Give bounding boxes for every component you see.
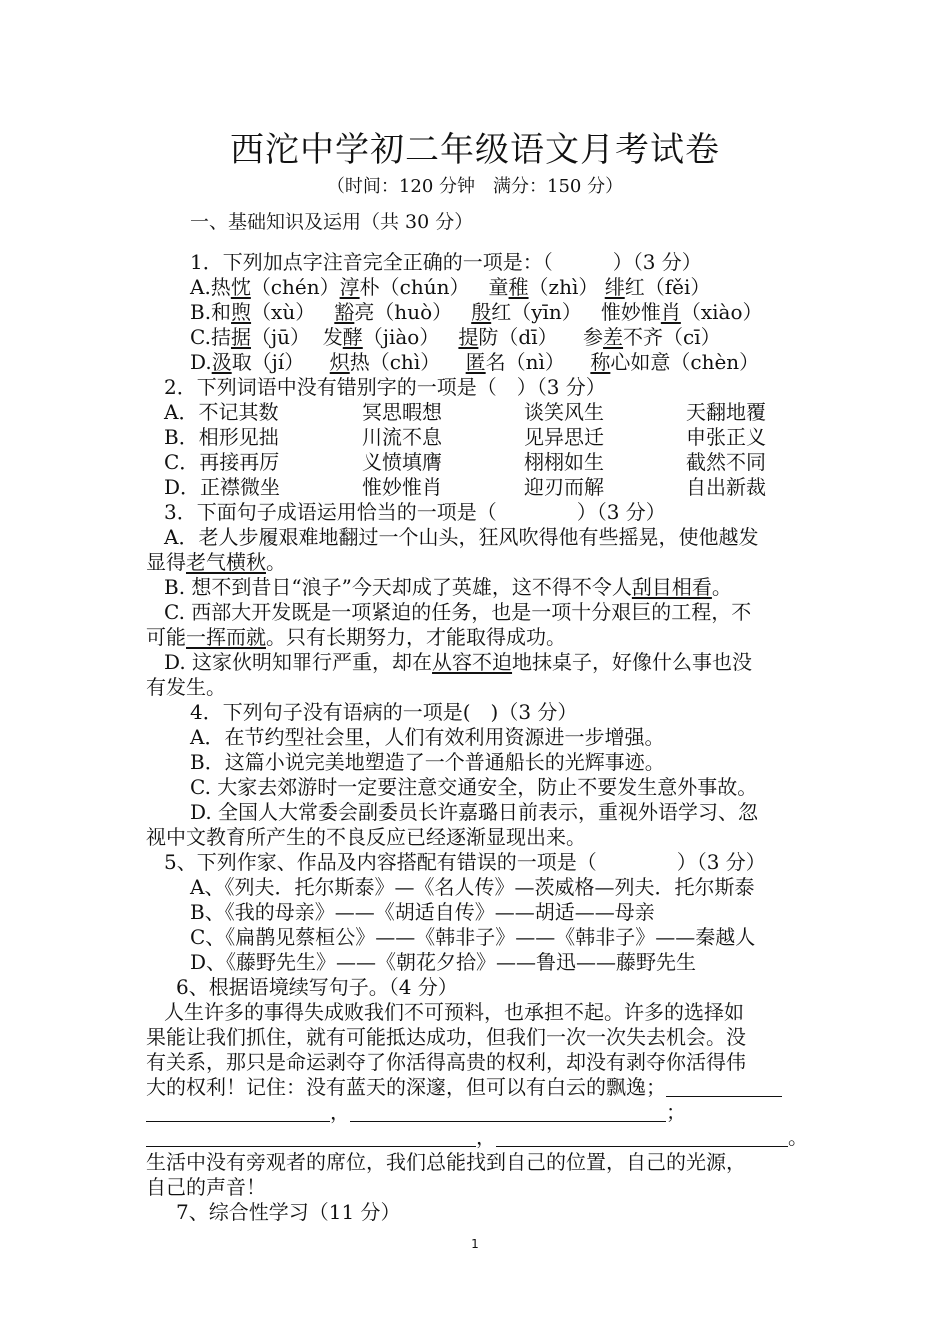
q6-answer-line2: ， ； <box>146 1100 686 1124</box>
q2-stem: 2．下列词语中没有错别字的一项是（ ）（3 分） <box>164 375 606 399</box>
q2-option-d: D．正襟微坐 惟妙惟肖 迎刃而解 自出新裁 <box>164 475 766 499</box>
q5-option-c: C、《扁鹊见蔡桓公》——《韩非子》——《韩非子》——秦越人 <box>190 925 756 949</box>
q1-option-c: C.拮据（jū） 发酵（jiào） 提防（dī） 参差不齐（cī） <box>190 325 721 349</box>
page-title: 西沱中学初二年级语文月考试卷 <box>230 130 720 170</box>
q6-passage-line2: 果能让我们抓住，就有可能抵达成功，但我们一次一次失去机会。没 <box>146 1025 746 1049</box>
section-heading: 一、基础知识及运用（共 30 分） <box>190 211 474 233</box>
q3-option-c-line1: C. 西部大开发既是一项紧迫的任务，也是一项十分艰巨的工程，不 <box>164 600 752 624</box>
q3-option-c-line2: 可能一挥而就。只有长期努力，才能取得成功。 <box>146 625 566 649</box>
q6-passage-line8: 自己的声音！ <box>146 1175 266 1199</box>
q3-option-d-line1: D. 这家伙明知罪行严重，却在从容不迫地抹桌子，好像什么事也没 <box>164 650 753 674</box>
q7-stem: 7、综合性学习（11 分） <box>176 1200 401 1224</box>
q4-option-d-line2: 视中文教育所产生的不良反应已经逐渐显现出来。 <box>146 825 586 849</box>
q6-passage-line7: 生活中没有旁观者的席位，我们总能找到自己的位置，自己的光源， <box>146 1150 746 1174</box>
answer-blank-2[interactable] <box>146 1101 330 1122</box>
q2-option-b: B．相形见拙 川流不息 见异思迁 申张正义 <box>164 425 766 449</box>
q6-passage-line1: 人生许多的事得失成败我们不可预料，也承担不起。许多的选择如 <box>164 1000 744 1024</box>
q6-stem: 6、根据语境续写句子。（4 分） <box>176 975 458 999</box>
q5-stem: 5、下列作家、作品及内容搭配有错误的一项是（ ）（3 分） <box>164 850 766 874</box>
q2-option-c: C．再接再厉 义愤填膺 栩栩如生 截然不同 <box>164 450 766 474</box>
q2-option-a: A．不记其数 冥思暇想 谈笑风生 天翻地覆 <box>164 400 766 424</box>
q1-option-d: D.汲取（jí） 炽热（chì） 匿名（nì） 称心如意（chèn） <box>190 350 760 374</box>
q4-option-a: A．在节约型社会里，人们有效利用资源进一步增强。 <box>190 725 665 749</box>
q6-passage-line4: 大的权利！记住：没有蓝天的深邃，但可以有白云的飘逸； <box>146 1075 782 1099</box>
exam-info: （时间：120 分钟 满分：150 分） <box>326 176 624 197</box>
q3-option-b: B. 想不到昔日“浪子”今天却成了英雄，这不得不令人刮目相看。 <box>164 575 732 599</box>
q6-answer-line3: ， 。 <box>146 1125 808 1149</box>
q5-option-a: A、《列夫．托尔斯泰》—《名人传》—茨威格—列夫．托尔斯泰 <box>190 875 755 899</box>
q3-option-a-line2: 显得老气横秋。 <box>146 550 286 574</box>
q1-stem: 1．下列加点字注音完全正确的一项是：（ ）（3 分） <box>190 250 702 274</box>
answer-blank-5[interactable] <box>496 1126 788 1147</box>
q1-option-a: A.热忱（chén）淳朴（chún） 童稚（zhì） 绯红（fěi） <box>190 275 711 299</box>
q4-stem: 4．下列句子没有语病的一项是( )（3 分） <box>190 700 578 724</box>
q1-option-b: B.和煦（xù） 豁亮（huò） 殷红（yīn） 惟妙惟肖（xiào） <box>190 300 763 324</box>
q5-option-b: B、《我的母亲》——《胡适自传》——胡适——母亲 <box>190 900 655 924</box>
q5-option-d: D、《藤野先生》——《朝花夕拾》——鲁迅——藤野先生 <box>190 950 697 974</box>
page-number: 1 <box>471 1237 479 1251</box>
q4-option-d-line1: D. 全国人大常委会副委员长许嘉璐日前表示，重视外语学习、忽 <box>190 800 759 824</box>
q3-option-a-line1: A．老人步履艰难地翻过一个山头，狂风吹得他有些摇晃，使他越发 <box>164 525 759 549</box>
q3-option-d-line2: 有发生。 <box>146 675 226 699</box>
q6-passage-line3: 有关系，那只是命运剥夺了你活得高贵的权利，却没有剥夺你活得伟 <box>146 1050 746 1074</box>
answer-blank-1[interactable] <box>666 1076 782 1097</box>
q3-stem: 3．下面句子成语运用恰当的一项是（ ）（3 分） <box>164 500 666 524</box>
q4-option-b: B．这篇小说完美地塑造了一个普通船长的光辉事迹。 <box>190 750 665 774</box>
answer-blank-4[interactable] <box>146 1126 476 1147</box>
answer-blank-3[interactable] <box>350 1101 666 1122</box>
q4-option-c: C. 大家去郊游时一定要注意交通安全，防止不要发生意外事故。 <box>190 775 758 799</box>
